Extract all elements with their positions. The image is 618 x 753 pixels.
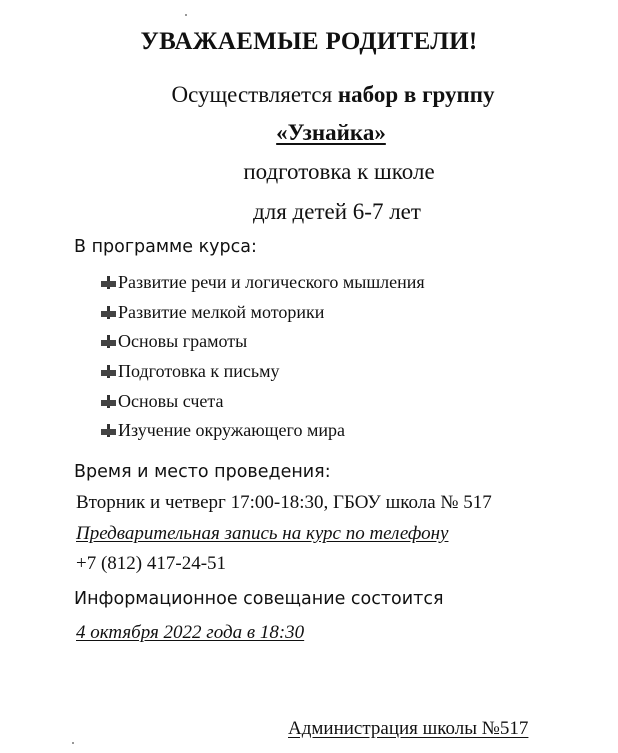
program-heading: В программе курса:: [74, 237, 257, 257]
time-place-heading: Время и место проведения:: [74, 462, 331, 482]
subtitle-age: для детей 6-7 лет: [253, 199, 421, 224]
pin-bullet-icon: [100, 334, 117, 349]
schedule-text: Вторник и четверг 17:00-18:30, ГБОУ школа № 517: [76, 492, 492, 513]
list-item-label: Основы счета: [118, 390, 224, 411]
pin-bullet-icon: [100, 423, 117, 438]
group-name: «Узнайка»: [276, 120, 386, 145]
intro-prefix: Осуществляется: [171, 82, 338, 107]
list-item-label: Изучение окружающего мира: [118, 420, 345, 441]
meeting-date: 4 октября 2022 года в 18:30: [76, 622, 305, 643]
group-name-line: [22, 120, 618, 146]
scan-speck: [72, 742, 74, 744]
list-item: [100, 268, 425, 298]
list-item-label: Подготовка к письму: [118, 361, 280, 382]
signature: Администрация школы №517: [288, 718, 529, 739]
meeting-heading: Информационное совещание состоится: [74, 589, 444, 609]
list-item: [100, 386, 425, 416]
list-item: [100, 298, 425, 328]
pin-bullet-icon: [100, 364, 117, 379]
intro-line: [24, 82, 618, 108]
subtitle-school-prep: подготовка к школе: [243, 159, 435, 184]
intro-bold: набор в группу: [337, 82, 495, 107]
pin-bullet-icon: [100, 275, 117, 290]
pin-bullet-icon: [100, 305, 117, 320]
list-item: [100, 357, 425, 387]
list-item: [100, 327, 425, 357]
list-item-label: Развитие речи и логического мышления: [118, 272, 425, 293]
scan-speck: [185, 14, 187, 16]
list-item-label: Развитие мелкой моторики: [118, 301, 325, 322]
list-item-label: Основы грамоты: [118, 331, 248, 352]
pin-bullet-icon: [100, 394, 117, 409]
program-list: [100, 268, 425, 446]
list-item: [100, 416, 425, 446]
phone-number: +7 (812) 417-24-51: [76, 553, 227, 574]
registration-note: Предварительная запись на курс по телефону: [76, 523, 449, 544]
page-title: УВАЖАЕМЫЕ РОДИТЕЛИ!: [140, 28, 478, 55]
